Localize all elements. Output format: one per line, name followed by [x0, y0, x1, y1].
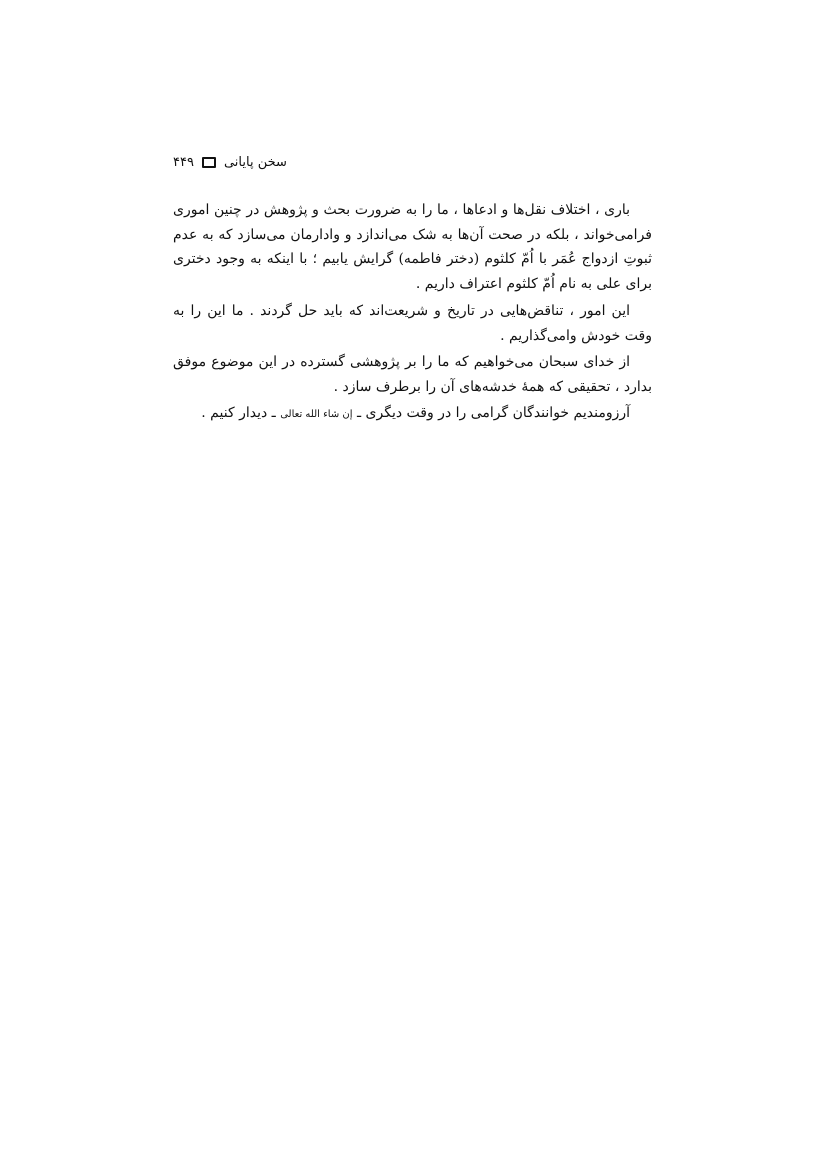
paragraph-3: از خدای سبحان می‌خواهیم که ما را بر پژوهشی گسترده در این موضوع موفق بدارد ، تحقیقی که همهٔ خدشه‌های آن را برطرف سازد . [173, 354, 652, 395]
body-text [173, 198, 652, 428]
paragraph-1 [173, 198, 652, 297]
paragraph-2: این امور ، تناقض‌هایی در تاریخ و شریعت‌اند که باید حل گردند . ما این را به وقت خودش وامی‌گذاریم . [173, 303, 652, 344]
page-number: ۴۴۹ [173, 154, 194, 170]
running-header [173, 150, 287, 174]
paragraph-4-start: آرزومندیم خوانندگان گرامی را در وقت دیگری ـ [352, 405, 630, 421]
paragraph-4-small-text: إن شاء الله تعالی [280, 409, 353, 420]
paragraph-4-end: ـ دیدار کنیم . [201, 405, 281, 421]
running-header-title: سخن پایانی [223, 154, 287, 170]
paragraph-1-end: به نام اُمّ کلثوم اعتراف داریم . [415, 275, 592, 292]
box-icon [202, 157, 216, 168]
paragraph-1-text: باری ، اختلاف نقل‌ها و ادعاها ، ما را به ضرورت بحث و پژوهش در چنین اموری فرامی‌خواند ، بلکه در صحت آن‌ها به شک می‌اندازد و وادارمان می‌سازد که به عدم ثبوتِ ازدواج عُمَر با اُمّ کلثوم (دختر فاطمه) گرایش یابیم ؛ با اینکه به وجود دختری برای علی [173, 202, 652, 292]
paragraph-4 [173, 401, 652, 428]
